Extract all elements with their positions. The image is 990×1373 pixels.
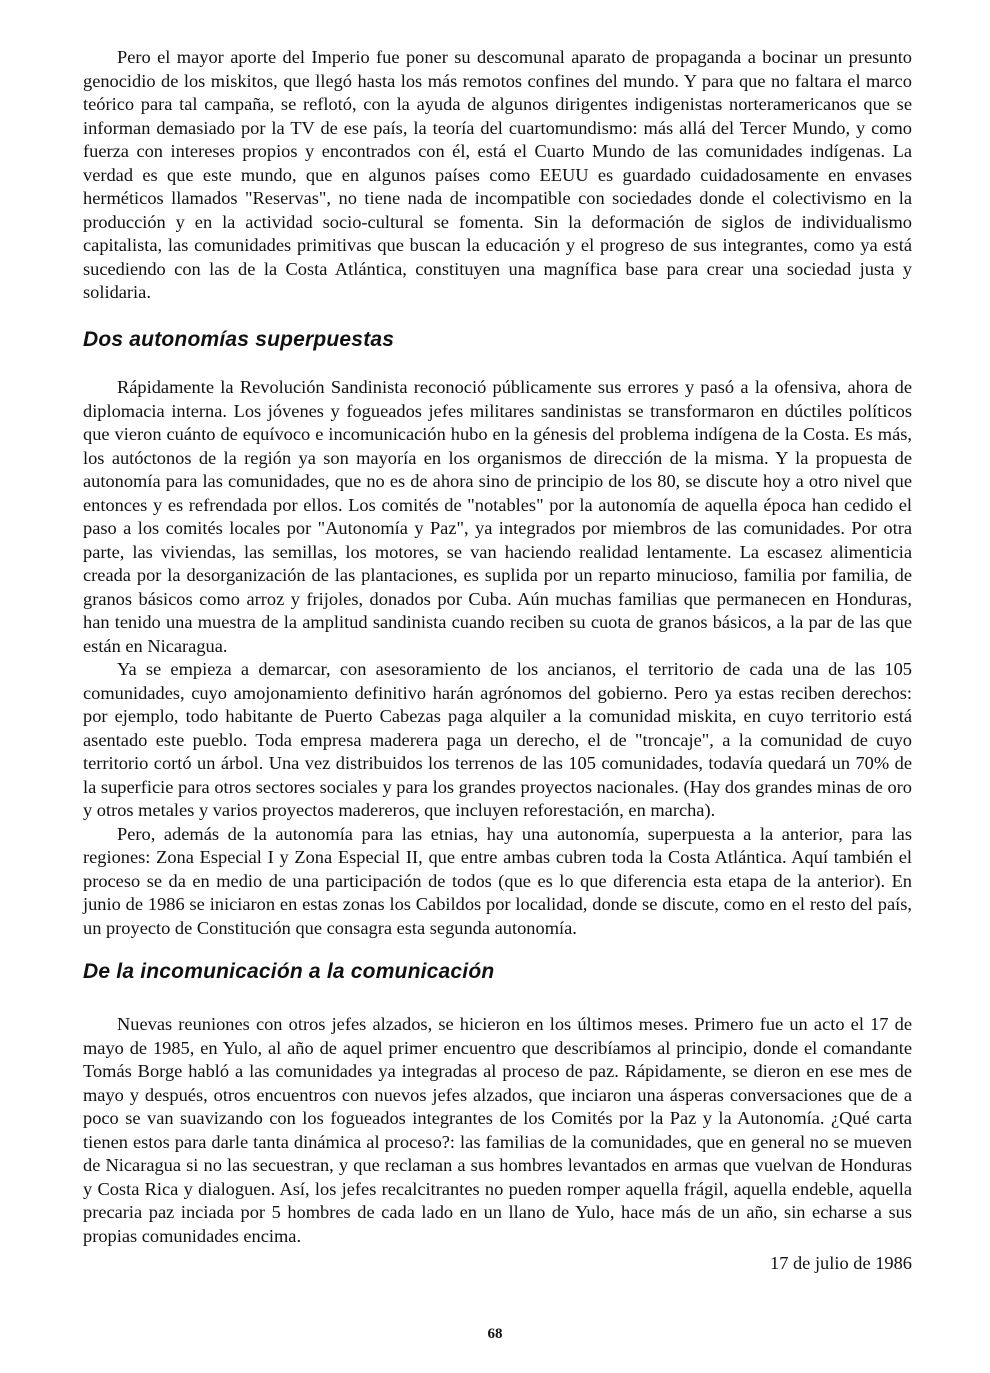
section1-text (83, 376, 912, 940)
section-heading-dos-autonomias: Dos autonomías superpuestas (83, 328, 395, 351)
paragraph: Nuevas reuniones con otros jefes alzados, se hicieron en los últimos meses. Primero fue un acto el 17 de mayo de 1985, en Yulo, al año de aquel primer encuentro que describíamos al principio, donde el comandante Tomás Borge habló a las comunidades ya integradas al proceso de paz. Rápidamente, se dieron en ese mes de mayo y después, otros encuentros con nuevos jefes alzados, que inciaron una ásperas conversaciones que de a poco se van suavizando con los fogueados integrantes de los Comités por la Paz y la Autonomía. ¿Qué carta tienen estos para darle tanta dinámica al proceso?: las familias de la comunidades, que en general no se mueven de Nicaragua si no las secuestran, y que reclaman a sus hombres levantados en armas que vuelvan de Honduras y Costa Rica y dialoguen. Así, los jefes recalcitrantes no pueden romper aquella frágil, aquella endeble, aquella precaria paz inciada por 5 hombres de cada lado en un llano de Yulo, hace más de un año, sin echarse a sus propias comunidades encima. (83, 1014, 912, 1246)
paragraph: Pero el mayor aporte del Imperio fue poner su descomunal aparato de propaganda a bocinar un presunto genocidio de los miskitos, que llegó hasta los más remotos confines del mundo. Y para que no faltara el marco teórico para tal campaña, se reflotó, con la ayuda de algunos dirigentes indigenistas norteramericanos que se informan demasiado por la TV de ese país, la teoría del cuartomundismo: más allá del Tercer Mundo, y como fuerza con intereses propios y encontrados con él, está el Cuarto Mundo de las comunidades indígenas. La verdad es que este mundo, que en algunos países como EEUU es guardado cuidadosamente en envases herméticos llamados "Reservas", no tiene nada de incompatible con sociedades donde el colectivismo en la producción y en la actividad socio-cultural se fomenta. Sin la deformación de siglos de individualismo capitalista, las comunidades primitivas que buscan la educación y el progreso de sus integrantes, como ya está sucediendo con las de la Costa Atlántica, constituyen una magnífica base para crear una sociedad justa y solidaria. (83, 47, 912, 302)
article-date: 17 de julio de 1986 (770, 1253, 912, 1273)
intro-text (83, 46, 912, 305)
section2-text (83, 1013, 912, 1248)
page-number: 68 (487, 1326, 503, 1342)
paragraph: Rápidamente la Revolución Sandinista reconoció públicamente sus errores y pasó a la ofensiva, ahora de diplomacia interna. Los jóvenes y fogueados jefes militares sandinistas se transformaron en dúctiles políticos que vieron cuánto de equívoco e incomunicación hubo en la génesis del problema indígena de la Costa. Es más, los autóctonos de la región ya son mayoría en los organismos de dirección de la misma. Y la propuesta de autonomía para las comunidades, que no es de ahora sino de principio de los 80, se discute hoy a otro nivel que entonces y es refrendada por ellos. Los comités de "notables" por la autonomía de aquella época han cedido el paso a los comités locales por "Autonomía y Paz", ya integrados por miembros de las comunidades. Por otra parte, las viviendas, las semillas, los motores, se van haciendo realidad lentamente. La escasez alimenticia creada por la desorganización de las plantaciones, es suplida por un reparto minucioso, familia por familia, de granos básicos como arroz y frijoles, donados por Cuba. Aún muchas familias que permanecen en Honduras, han tenido una muestra de la amplitud sandinista cuando reciben su cuota de granos básicos, a la par de las que están en Nicaragua. (83, 377, 912, 656)
paragraph: Ya se empieza a demarcar, con asesoramiento de los ancianos, el territorio de cada una de las 105 comunidades, cuyo amojonamiento definitivo harán agrónomos del gobierno. Pero ya estas reciben derechos: por ejemplo, todo habitante de Puerto Cabezas paga alquiler a la comunidad miskita, en cuyo territorio está asentado este pueblo. Toda empresa maderera paga un derecho, el de "troncaje", a la comunidad de cuyo territorio cortó un árbol. Una vez distribuidos los terrenos de las 105 comunidades, todavía quedará un 70% de la superficie para otros sectores sociales y para los grandes proyectos nacionales. (Hay dos grandes minas de oro y otros metales y varios proyectos madereros, que incluyen reforestación, en marcha). (83, 659, 912, 820)
section-heading-incomunicacion: De la incomunicación a la comunicación (83, 960, 495, 983)
paragraph: Pero, además de la autonomía para las etnias, hay una autonomía, superpuesta a la anterior, para las regiones: Zona Especial I y Zona Especial II, que entre ambas cubren toda la Costa Atlántica. Aquí también el proceso se da en medio de una participación de todos (que es lo que diferencia esta etapa de la anterior). En junio de 1986 se iniciaron en estas zonas los Cabildos por localidad, donde se discute, como en el resto del país, un proyecto de Constitución que consagra esta segunda autonomía. (83, 823, 912, 938)
